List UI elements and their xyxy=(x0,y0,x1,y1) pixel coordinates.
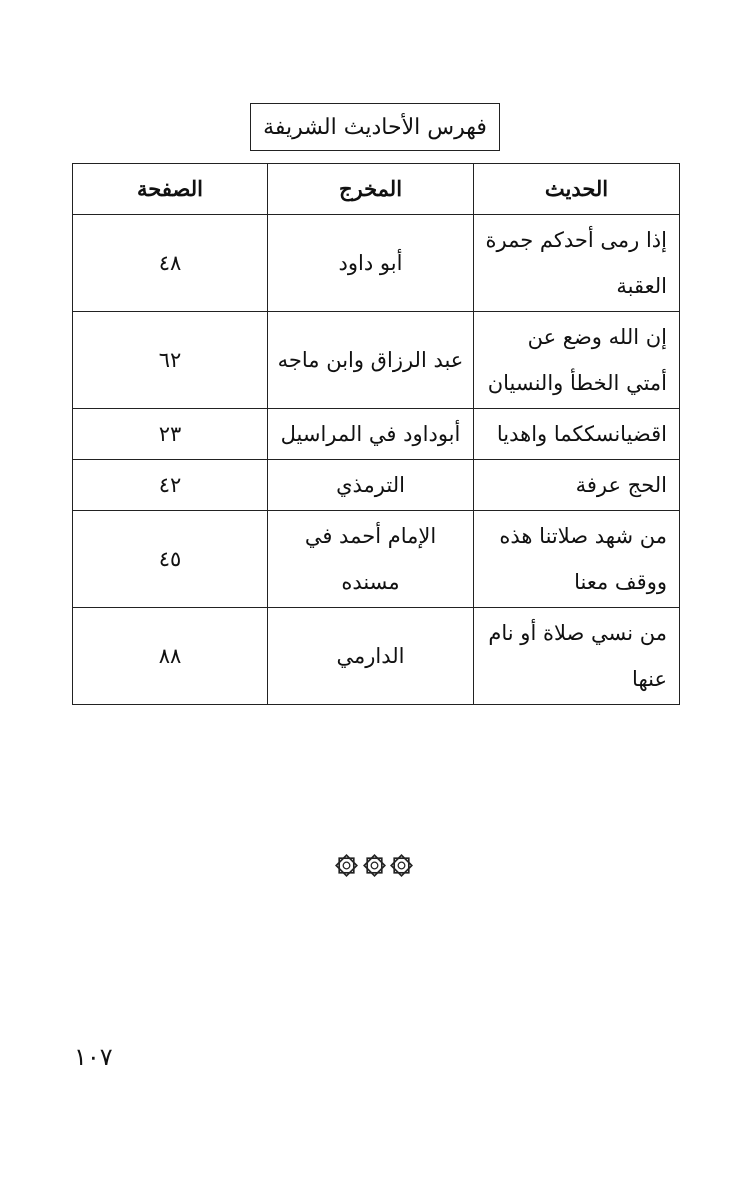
table-header-row xyxy=(73,164,680,215)
header-page: الصفحة xyxy=(73,164,268,215)
page-cell: ٤٥ xyxy=(73,511,268,608)
index-title-box xyxy=(250,103,500,151)
table-row xyxy=(73,215,680,312)
source-cell: أبو داود xyxy=(268,215,474,312)
star-ornament-icon xyxy=(389,853,414,878)
table-row xyxy=(73,608,680,705)
source-cell: عبد الرزاق وابن ماجه xyxy=(268,312,474,409)
source-cell: أبوداود في المراسيل xyxy=(268,409,474,460)
hadith-cell: من نسي صلاة أو نام عنها xyxy=(474,608,680,705)
star-ornament-icon xyxy=(334,853,359,878)
index-title: فهرس الأحاديث الشريفة xyxy=(263,114,487,140)
page-cell: ٦٢ xyxy=(73,312,268,409)
header-source: المخرج xyxy=(268,164,474,215)
page-cell: ٤٢ xyxy=(73,460,268,511)
table-row xyxy=(73,409,680,460)
hadith-cell: اقضيانسككما واهديا xyxy=(474,409,680,460)
source-cell: الإمام أحمد في مسنده xyxy=(268,511,474,608)
page-cell: ٤٨ xyxy=(73,215,268,312)
hadith-cell: من شهد صلاتنا هذه ووقف معنا xyxy=(474,511,680,608)
hadith-cell: الحج عرفة xyxy=(474,460,680,511)
page-cell: ٨٨ xyxy=(73,608,268,705)
page-number: ١٠٧ xyxy=(74,1043,113,1071)
page-cell: ٢٣ xyxy=(73,409,268,460)
source-cell: الدارمي xyxy=(268,608,474,705)
table-row xyxy=(73,460,680,511)
table-row xyxy=(73,511,680,608)
hadith-cell: إن الله وضع عن أمتي الخطأ والنسيان xyxy=(474,312,680,409)
table-row xyxy=(73,312,680,409)
header-hadith: الحديث xyxy=(474,164,680,215)
hadith-cell: إذا رمى أحدكم جمرة العقبة xyxy=(474,215,680,312)
star-ornament-icon xyxy=(362,853,387,878)
source-cell: الترمذي xyxy=(268,460,474,511)
hadith-index-table xyxy=(72,163,680,705)
section-ornament xyxy=(334,848,414,882)
